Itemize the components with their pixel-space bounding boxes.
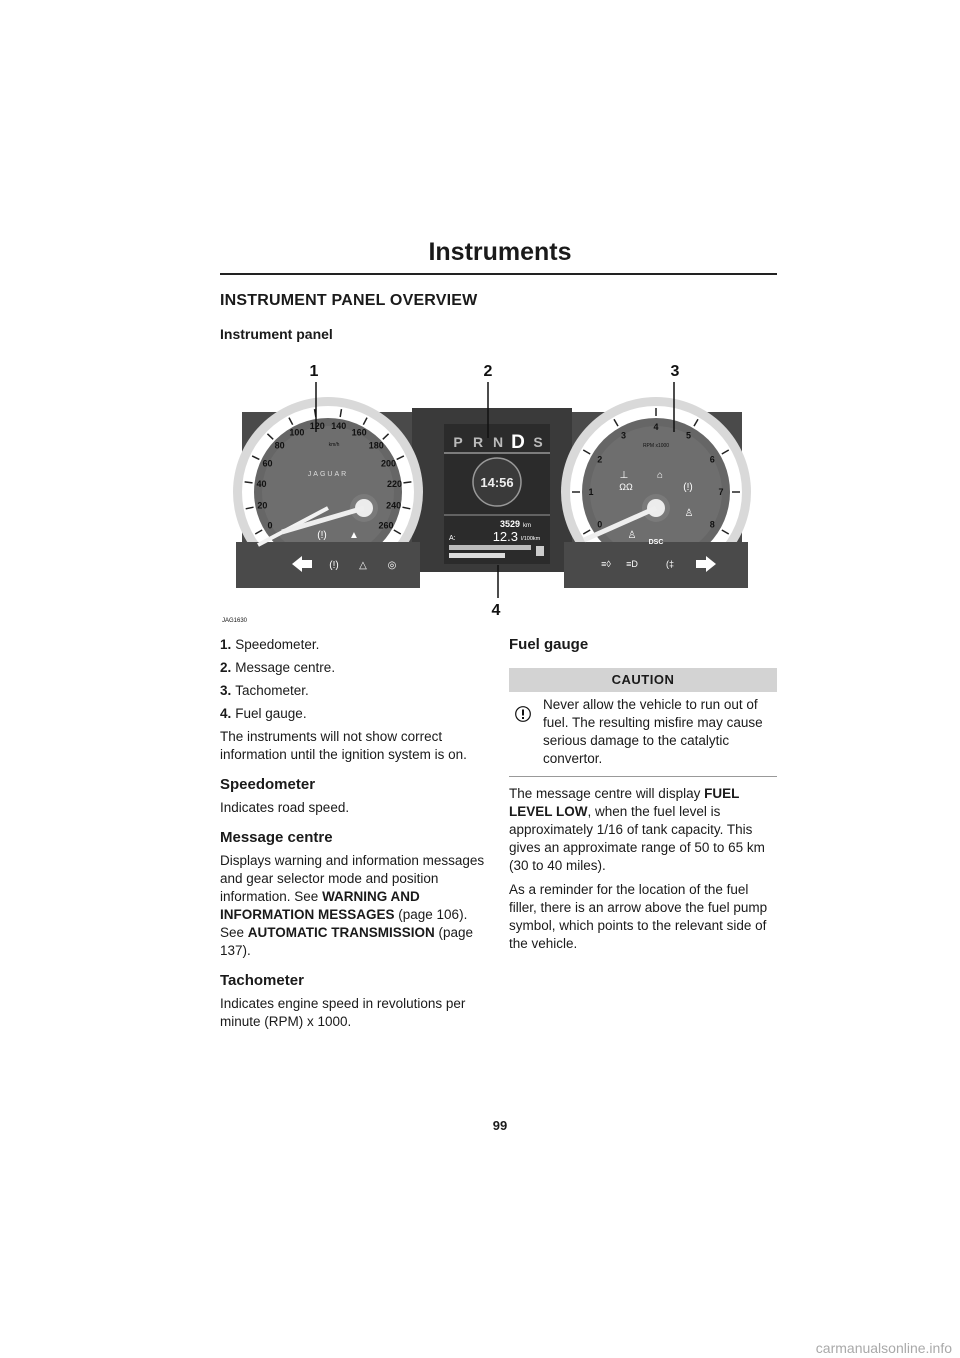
- odometer-value: 3529: [499, 519, 520, 529]
- main-beam-icon: ≡D: [626, 559, 638, 569]
- speedometer-tick: [403, 482, 411, 483]
- gear-indicator: N: [492, 434, 504, 450]
- speedometer-scale-label: 180: [368, 440, 384, 451]
- fuel-gauge-bar: [449, 545, 531, 550]
- callout-4: 4: [491, 602, 501, 619]
- speedometer-scale-label: 160: [351, 427, 367, 438]
- watermark: carmanualsonline.info: [815, 1340, 952, 1356]
- tachometer-scale-label: 8: [709, 519, 715, 530]
- callout-3: 3: [670, 363, 680, 380]
- seatbelt-warning-icon: ▲: [349, 530, 359, 541]
- gear-indicator: P: [453, 434, 463, 450]
- speedometer-text: Indicates road speed.: [220, 800, 350, 815]
- tachometer-scale-label: 6: [709, 454, 715, 465]
- brake-system-icon: (!): [329, 560, 339, 571]
- caution-title: CAUTION: [509, 668, 777, 692]
- dsc-label: DSC: [648, 539, 664, 546]
- seatbelt-icon: ♙: [627, 530, 637, 541]
- speedometer-scale-label: 100: [289, 427, 305, 438]
- speedometer-scale-label: 40: [256, 478, 267, 489]
- fuel-consumption-value: 12.3: [492, 529, 518, 544]
- speedometer-scale-label: 80: [274, 440, 285, 451]
- speedometer-scale-label: 260: [378, 520, 394, 531]
- speedometer-scale-label: 20: [257, 500, 268, 511]
- tachometer-scale-label: 3: [620, 430, 627, 441]
- tachometer: [561, 397, 751, 588]
- brake-warning-icon: (!): [317, 530, 327, 541]
- caution-box: [509, 668, 777, 777]
- callout-1: 1: [309, 363, 319, 380]
- rpm-unit: RPM x1000: [642, 443, 670, 449]
- speed-unit: km/h: [328, 442, 340, 448]
- speedometer-scale-label: 140: [331, 420, 347, 431]
- list-item: 1. Speedometer.: [220, 637, 320, 652]
- list-item: 4. Fuel gauge.: [220, 706, 307, 721]
- link-automatic-transmission[interactable]: AUTOMATIC TRANSMISSION: [247, 925, 435, 940]
- warning-icon: (!): [683, 482, 693, 493]
- hazard-icon: △: [359, 560, 367, 571]
- gear-indicator: R: [472, 434, 484, 450]
- section-title: INSTRUMENT PANEL OVERVIEW: [220, 292, 478, 309]
- glow-plug-icon: ΩΩ: [619, 482, 633, 492]
- speedometer-scale-label: 0: [267, 520, 273, 531]
- rear-fog-icon: (‡: [665, 559, 675, 569]
- fuel-gauge-heading: Fuel gauge: [509, 636, 589, 653]
- odometer-unit: km: [523, 523, 531, 529]
- trip-label: A:: [449, 535, 456, 542]
- coolant-icon: ⊥: [619, 470, 629, 481]
- speedometer-scale-label: 60: [262, 458, 273, 469]
- tachometer-scale-label: 4: [653, 422, 659, 432]
- tachometer-heading: Tachometer: [220, 972, 304, 989]
- engine-icon: ⌂: [656, 470, 664, 481]
- right-column: [509, 636, 777, 959]
- clock-display: 14:56: [480, 475, 514, 490]
- page-number: 99: [492, 1118, 508, 1133]
- tachometer-scale-label: 7: [718, 487, 724, 497]
- fuel-consumption-unit: l/100km: [521, 536, 541, 542]
- page-title: Instruments: [428, 238, 572, 266]
- message-centre-heading: Message centre: [220, 829, 333, 846]
- callout-2: 2: [483, 363, 493, 380]
- fuel-low-paragraph: The message centre will display FUEL LEVEL LOW, when the fuel level is approximately 1/16 of tank capacity. This gives an approximate range of 50 to 65 km (30 to 40 miles).: [509, 786, 765, 873]
- message-centre: [444, 424, 550, 564]
- intro-paragraph: The instruments will not show correct information until the ignition system is on.: [220, 729, 467, 762]
- speedometer-heading: Speedometer: [220, 776, 316, 793]
- fuel-pump-icon: [536, 546, 544, 556]
- front-fog-icon: ≡◊: [601, 559, 611, 569]
- link-warning-messages[interactable]: WARNING AND INFORMATION MESSAGES: [220, 889, 420, 922]
- subsection-title: Instrument panel: [220, 326, 333, 342]
- instrument-panel-figure: [222, 352, 762, 630]
- speedometer: [233, 397, 423, 588]
- fuel-filler-paragraph: As a reminder for the location of the fuel filler, there is an arrow above the fuel pump symbol, which points to the relevant side of the vehicle.: [509, 882, 768, 951]
- brand-logo: JAGUAR: [307, 471, 349, 478]
- message-centre-text: Displays warning and information messages and gear selector mode and position information. See WARNING AND INFORMATION MESSAGES (page 106). See AUTOMATIC TRANSMISSION (page 137).: [220, 853, 485, 958]
- gear-indicator: S: [533, 434, 543, 450]
- figure-id: JAG1630: [222, 618, 248, 624]
- speedometer-scale-label: 120: [309, 420, 325, 431]
- parking-aid-icon: ◎: [387, 560, 397, 571]
- speedometer-tick: [245, 482, 253, 483]
- tachometer-scale-label: 5: [685, 430, 692, 441]
- tachometer-scale-label: 2: [597, 454, 603, 465]
- speedometer-scale-label: 240: [386, 500, 402, 511]
- speedometer-scale-label: 220: [386, 478, 403, 489]
- speedometer-scale-label: 200: [381, 458, 397, 469]
- header-divider: [220, 273, 777, 275]
- airbag-icon: ♙: [684, 508, 694, 519]
- tachometer-scale-label: 1: [588, 487, 594, 497]
- list-item: 3. Tachometer.: [220, 683, 309, 698]
- caution-icon: [515, 706, 531, 722]
- tachometer-text: Indicates engine speed in revolutions per minute (RPM) x 1000.: [220, 996, 466, 1029]
- caution-text: Never allow the vehicle to run out of fuel. The resulting misfire may cause serious damage to the catalytic convertor.: [543, 697, 763, 766]
- left-column: [220, 636, 492, 1037]
- gear-indicator: D: [511, 432, 525, 453]
- tachometer-scale-label: 0: [597, 519, 603, 530]
- list-item: 2. Message centre.: [220, 660, 336, 675]
